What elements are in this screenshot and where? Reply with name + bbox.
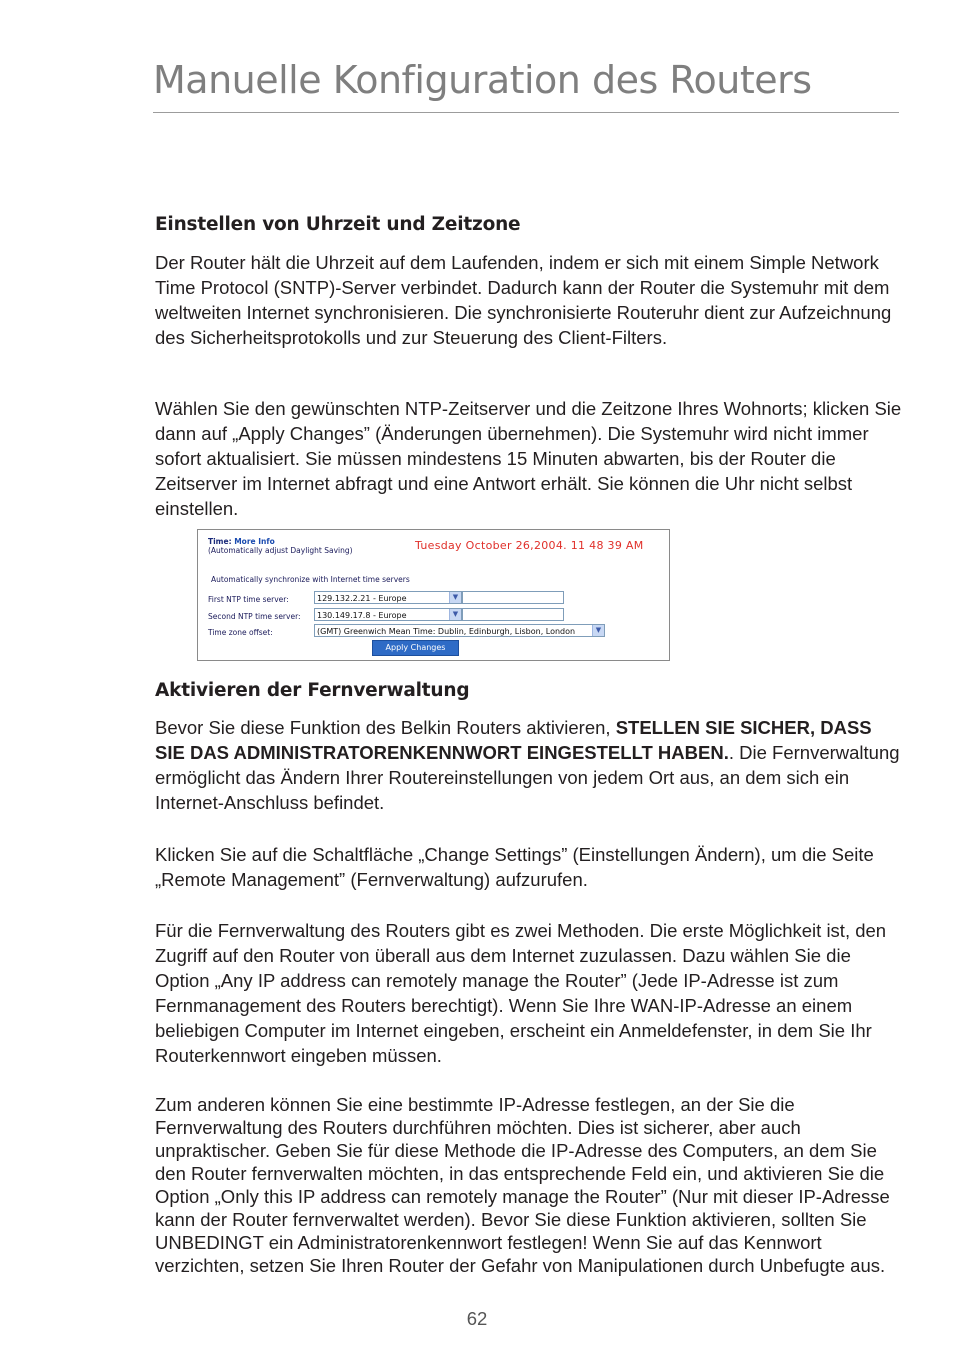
time-settings-screenshot: [197, 529, 670, 661]
section-heading-time: Einstellen von Uhrzeit und Zeitzone: [155, 214, 521, 235]
chevron-down-icon: ▼: [449, 609, 461, 620]
more-info-link[interactable]: More Info: [234, 537, 275, 546]
paragraph-specific-ip: Zum anderen können Sie eine bestimmte IP-Adresse festlegen, an der Sie die Fernverwaltung des Routers durchführen möchten. Dies ist sicherer, aber auch unpraktischer. Geben Sie für diese Methode die IP-Adresse des Computers, an dem Sie den Router fernverwalten möchten, in das entsprechende Feld ein, und aktivieren Sie die Option „Only this IP address can remotely manage the Router” (Nur mit dieser IP-Adresse kann der Router fernverwaltet werden). Bevor Sie diese Funktion aktivieren, sollten Sie UNBEDINGT ein Administratorenkennwort festlegen! Wenn Sie auf das Kennwort verzichten, setzen Sie Ihren Router der Gefahr von Manipulationen durch Unbefugte aus.: [155, 1094, 890, 1276]
chevron-down-icon: ▼: [449, 592, 461, 603]
second-ntp-custom-input[interactable]: [462, 608, 564, 621]
second-ntp-select[interactable]: [314, 608, 462, 621]
paragraph-methods: Für die Fernverwaltung des Routers gibt es zwei Methoden. Die erste Möglichkeit ist, den Zugriff auf den Router von überall aus dem Internet zuzulassen. Dazu wählen Sie die Option „Any IP address can remotely manage the Router” (Jede IP-Adresse ist zum Fernmanagement des Routers berechtigt). Wenn Sie Ihre WAN-IP-Adresse an einem beliebigen Computer im Internet eingeben, erscheint ein Anmeldefenster, in dem Sie Ihr Routerkennwort eingeben müssen.: [155, 920, 887, 1066]
second-ntp-label: Second NTP time server:: [208, 612, 301, 621]
first-ntp-value: 129.132.2.21 - Europe: [317, 594, 407, 603]
timezone-label: Time zone offset:: [208, 628, 273, 637]
sync-label: Automatically synchronize with Internet time servers: [211, 575, 410, 584]
timezone-select[interactable]: [314, 624, 605, 637]
title-divider: [153, 112, 899, 113]
page-number: 62: [466, 1308, 488, 1329]
current-time-display: Tuesday October 26,2004. 11 48 39 AM: [415, 539, 644, 552]
first-ntp-custom-input[interactable]: [462, 591, 564, 604]
apply-changes-button[interactable]: Apply Changes: [372, 640, 459, 656]
chevron-down-icon: ▼: [592, 625, 604, 636]
password-warning-bold: STELLEN SIE SICHER, DASS SIE DAS ADMINISTRATORENKENNWORT EINGESTELLT HABEN.: [155, 717, 872, 763]
timezone-value: (GMT) Greenwich Mean Time: Dublin, Edinburgh, Lisbon, London: [317, 627, 576, 636]
paragraph-remote-warning: Bevor Sie diese Funktion des Belkin Routers aktivieren, STELLEN SIE SICHER, DASS SIE DAS ADMINISTRATORENKENNWORT EINGESTELLT HABEN.. Die Fernverwaltung ermöglicht das Ändern Ihrer Routereinstellungen von jedem Ort aus, an dem sich ein Internet-Anschluss befindet.: [155, 717, 900, 813]
paragraph-time-intro: Der Router hält die Uhrzeit auf dem Laufenden, indem er sich mit einem Simple Network Time Protocol (SNTP)-Server verbindet. Dadurch kann der Router die Systemuhr mit dem weltweiten Internet synchronisieren. Die synchronisierte Routeruhr dient zur Aufzeichnung des Sicherheitsprotokolls und zur Steuerung des Client-Filters.: [155, 252, 892, 348]
second-ntp-value: 130.149.17.8 - Europe: [317, 611, 407, 620]
first-ntp-select[interactable]: [314, 591, 462, 604]
paragraph-time-instructions: Wählen Sie den gewünschten NTP-Zeitserver und die Zeitzone Ihres Wohnorts; klicken Sie dann auf „Apply Changes” (Änderungen übernehmen). Die Systemuhr wird nicht immer sofort aktualisiert. Sie müssen mindestens 15 Minuten abwarten, bis der Router die Zeitserver im Internet abfragt und eine Antwort erhält. Sie können die Uhr nicht selbst einstellen.: [155, 398, 902, 519]
first-ntp-label: First NTP time server:: [208, 595, 289, 604]
paragraph-change-settings: Klicken Sie auf die Schaltfläche „Change Settings” (Einstellungen Ändern), um die Seite „Remote Management” (Fernverwaltung) aufzurufen.: [155, 844, 874, 890]
time-label: Time: More Info: [208, 537, 275, 546]
page-title: Manuelle Konfiguration des Routers: [153, 58, 812, 102]
section-heading-remote: Aktivieren der Fernverwaltung: [155, 680, 470, 701]
dst-note: (Automatically adjust Daylight Saving): [208, 546, 353, 555]
